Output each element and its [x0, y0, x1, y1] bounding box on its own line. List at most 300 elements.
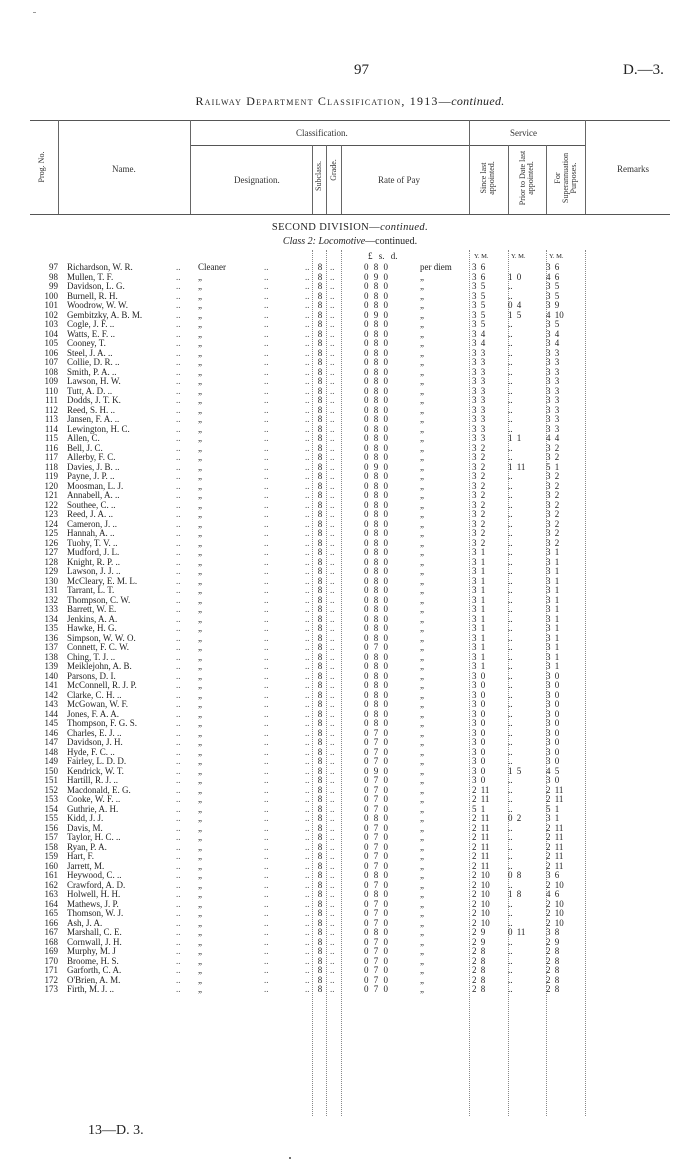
prog-no: 139 — [44, 661, 58, 671]
service-since-last: 2 8 — [472, 984, 486, 994]
service-superannuation: 3 3 — [546, 423, 560, 434]
leader-dots: .. — [305, 518, 310, 529]
prog-no: 150 — [44, 765, 58, 776]
designation: „ — [198, 661, 202, 671]
service-since-last: 2 10 — [472, 908, 490, 918]
employee-name: Southee, C. .. — [67, 499, 116, 510]
subclass: 8 — [317, 423, 323, 434]
leader-dots: .. — [176, 604, 181, 614]
leader-dots: .. — [330, 984, 335, 994]
service-prior: .. — [508, 547, 513, 557]
subclass: 8 — [317, 984, 323, 994]
leader-dots: .. — [305, 670, 310, 681]
col-divider — [312, 145, 313, 214]
pay-unit: „ — [420, 765, 424, 776]
designation: „ — [198, 737, 202, 747]
prog-no: 122 — [44, 499, 58, 510]
service-superannuation: 3 0 — [546, 699, 560, 709]
service-since-last: 3 2 — [472, 442, 486, 453]
leader-dots: .. — [305, 879, 310, 890]
prog-no: 152 — [44, 784, 58, 795]
service-prior: .. — [508, 518, 513, 529]
leader-dots: .. — [264, 737, 269, 747]
service-prior: .. — [508, 965, 513, 975]
service-superannuation: 3 2 — [546, 480, 560, 491]
rate-of-pay: 0 7 0 — [364, 898, 388, 909]
service-since-last: 2 10 — [472, 898, 490, 909]
service-prior: .. — [508, 917, 513, 928]
subclass: 8 — [317, 651, 323, 662]
leader-dots: .. — [305, 309, 310, 320]
leader-dots: .. — [330, 442, 335, 453]
pay-unit: „ — [420, 509, 424, 519]
page-number: 97 — [354, 62, 369, 78]
prog-no: 130 — [44, 575, 58, 586]
leader-dots: .. — [264, 708, 269, 719]
designation: „ — [198, 775, 202, 785]
service-since-last: 2 8 — [472, 974, 486, 985]
service-prior: .. — [508, 585, 513, 595]
employee-name: Lawson, H. W. — [67, 376, 121, 386]
subclass: 8 — [317, 661, 323, 671]
leader-dots: .. — [264, 423, 269, 434]
rate-of-pay: 0 8 0 — [364, 385, 388, 396]
subclass: 8 — [317, 860, 323, 871]
prog-no: 98 — [49, 271, 58, 282]
rate-of-pay: 0 9 0 — [364, 271, 388, 282]
leader-dots: .. — [305, 585, 310, 595]
table-row — [0, 814, 700, 824]
pay-unit: „ — [420, 898, 424, 909]
subclass: 8 — [317, 642, 323, 652]
service-superannuation: 3 1 — [546, 547, 560, 557]
service-since-last: 2 11 — [472, 794, 490, 804]
service-superannuation: 5 1 — [546, 461, 560, 472]
header-rate-of-pay: Rate of Pay — [378, 175, 420, 185]
prog-no: 132 — [44, 594, 58, 605]
service-since-last: 3 3 — [472, 433, 486, 443]
rate-of-pay: 0 8 0 — [364, 376, 388, 386]
subclass: 8 — [317, 404, 323, 415]
prog-no: 107 — [44, 357, 58, 367]
leader-dots: .. — [330, 946, 335, 956]
employee-name: Macdonald, E. G. — [67, 784, 131, 795]
service-prior: .. — [508, 490, 513, 500]
designation: „ — [198, 898, 202, 909]
subclass: 8 — [317, 946, 323, 956]
rate-of-pay: 0 8 0 — [364, 528, 388, 538]
rate-of-pay: 0 8 0 — [364, 661, 388, 671]
designation: „ — [198, 632, 202, 643]
designation: „ — [198, 813, 202, 823]
service-since-last: 3 4 — [472, 338, 486, 348]
prog-no: 149 — [44, 756, 58, 766]
designation: „ — [198, 699, 202, 709]
leader-dots: .. — [176, 499, 181, 510]
leader-dots: .. — [176, 366, 181, 377]
employee-name: Ching, T. J. .. — [67, 651, 116, 662]
prog-no: 164 — [44, 898, 58, 909]
designation: „ — [198, 300, 202, 310]
designation: „ — [198, 471, 202, 481]
leader-dots: .. — [305, 860, 310, 871]
leader-dots: .. — [330, 547, 335, 557]
service-superannuation: 3 1 — [546, 556, 560, 567]
designation: „ — [198, 566, 202, 576]
leader-dots: .. — [176, 927, 181, 937]
leader-dots: .. — [264, 670, 269, 681]
prog-no: 136 — [44, 632, 58, 643]
service-since-last: 2 8 — [472, 946, 486, 956]
service-since-last: 3 1 — [472, 556, 486, 567]
leader-dots: .. — [305, 262, 310, 272]
table-row — [0, 909, 700, 919]
leader-dots: .. — [305, 566, 310, 576]
employee-name: Guthrie, A. H. — [67, 803, 119, 814]
leader-dots: .. — [305, 965, 310, 975]
rate-of-pay: 0 8 0 — [364, 889, 388, 899]
subclass: 8 — [317, 433, 323, 443]
prog-no: 170 — [44, 955, 58, 966]
leader-dots: .. — [330, 670, 335, 681]
leader-dots: .. — [330, 471, 335, 481]
leader-dots: .. — [176, 537, 181, 548]
employee-name: Marshall, C. E. — [67, 927, 122, 937]
rate-of-pay: 0 8 0 — [364, 395, 388, 405]
leader-dots: .. — [264, 414, 269, 424]
employee-name: Tuohy, T. V. .. — [67, 537, 118, 548]
designation: „ — [198, 936, 202, 947]
employee-name: Hyde, F. C. .. — [67, 746, 115, 757]
prog-no: 119 — [44, 471, 58, 481]
leader-dots: .. — [305, 271, 310, 282]
service-prior: .. — [508, 366, 513, 377]
leader-dots: .. — [330, 708, 335, 719]
designation: „ — [198, 281, 202, 291]
rate-of-pay: 0 7 0 — [364, 784, 388, 795]
service-since-last: 3 0 — [472, 680, 486, 690]
leader-dots: .. — [330, 803, 335, 814]
employee-name: Allerby, F. C. — [67, 452, 116, 462]
service-since-last: 3 3 — [472, 395, 486, 405]
subclass: 8 — [317, 955, 323, 966]
leader-dots: .. — [305, 784, 310, 795]
prog-no: 144 — [44, 708, 58, 719]
pay-unit: „ — [420, 604, 424, 614]
leader-dots: .. — [330, 357, 335, 367]
pay-unit: „ — [420, 908, 424, 918]
rate-of-pay: 0 8 0 — [364, 480, 388, 491]
prog-no: 172 — [44, 974, 58, 985]
leader-dots: .. — [330, 661, 335, 671]
currency-units: £ s. d. — [368, 251, 398, 261]
leader-dots: .. — [176, 642, 181, 652]
leader-dots: .. — [305, 404, 310, 415]
service-superannuation: 3 1 — [546, 604, 560, 614]
designation: „ — [198, 955, 202, 966]
leader-dots: .. — [264, 281, 269, 291]
leader-dots: .. — [330, 955, 335, 966]
subclass: 8 — [317, 328, 323, 339]
service-prior: 1 8 — [508, 889, 522, 899]
pay-unit: „ — [420, 984, 424, 994]
designation: „ — [198, 509, 202, 519]
pay-unit: „ — [420, 300, 424, 310]
pay-unit: „ — [420, 556, 424, 567]
subclass: 8 — [317, 499, 323, 510]
leader-dots: .. — [330, 756, 335, 766]
service-superannuation: 4 6 — [546, 889, 560, 899]
rate-of-pay: 0 8 0 — [364, 670, 388, 681]
service-superannuation: 2 10 — [546, 908, 564, 918]
pay-unit: „ — [420, 404, 424, 415]
page-title: Railway Department Classification, 1913—continued. — [195, 94, 505, 108]
service-since-last: 3 3 — [472, 404, 486, 415]
subclass: 8 — [317, 613, 323, 624]
pay-unit: „ — [420, 385, 424, 396]
rate-of-pay: 0 8 0 — [364, 689, 388, 700]
leader-dots: .. — [305, 718, 310, 728]
service-superannuation: 4 6 — [546, 271, 560, 282]
prog-no: 117 — [44, 452, 58, 462]
designation: „ — [198, 585, 202, 595]
employee-name: Lawson, J. J. .. — [67, 566, 121, 576]
header-remarks: Remarks — [617, 164, 649, 174]
leader-dots: .. — [264, 851, 269, 861]
leader-dots: .. — [330, 889, 335, 899]
leader-dots: .. — [330, 737, 335, 747]
service-prior: .. — [508, 898, 513, 909]
designation: „ — [198, 803, 202, 814]
prog-no: 163 — [44, 889, 58, 899]
col-divider — [508, 145, 509, 214]
header-name: Name. — [112, 164, 136, 174]
prog-no: 109 — [44, 376, 58, 386]
leader-dots: .. — [176, 955, 181, 966]
subclass: 8 — [317, 822, 323, 833]
prog-no: 103 — [44, 319, 58, 329]
designation: „ — [198, 727, 202, 738]
prog-no: 112 — [44, 404, 58, 415]
leader-dots: .. — [176, 452, 181, 462]
table-row — [0, 852, 700, 862]
leader-dots: .. — [264, 841, 269, 852]
service-superannuation: 2 8 — [546, 965, 560, 975]
service-superannuation: 3 0 — [546, 775, 560, 785]
service-superannuation: 4 4 — [546, 433, 560, 443]
pay-unit: „ — [420, 452, 424, 462]
service-since-last: 3 0 — [472, 737, 486, 747]
prog-no: 126 — [44, 537, 58, 548]
service-superannuation: 2 11 — [546, 851, 564, 861]
prog-no: 138 — [44, 651, 58, 662]
subclass: 8 — [317, 319, 323, 329]
leader-dots: .. — [305, 927, 310, 937]
service-since-last: 3 1 — [472, 661, 486, 671]
leader-dots: .. — [264, 376, 269, 386]
designation: „ — [198, 376, 202, 386]
service-superannuation: 2 10 — [546, 898, 564, 909]
service-superannuation: 3 1 — [546, 613, 560, 624]
leader-dots: .. — [264, 955, 269, 966]
pay-unit: „ — [420, 813, 424, 823]
leader-dots: .. — [330, 784, 335, 795]
prog-no: 135 — [44, 623, 58, 633]
leader-dots: .. — [176, 442, 181, 453]
leader-dots: .. — [264, 860, 269, 871]
leader-dots: .. — [176, 832, 181, 842]
pay-unit: „ — [420, 851, 424, 861]
prog-no: 100 — [44, 290, 58, 301]
leader-dots: .. — [264, 585, 269, 595]
employee-name: Dodds, J. T. K. — [67, 395, 121, 405]
service-prior: .. — [508, 528, 513, 538]
service-since-last: 2 11 — [472, 860, 490, 871]
rate-of-pay: 0 8 0 — [364, 604, 388, 614]
employee-name: McCleary, E. M. L. — [67, 575, 138, 586]
designation: „ — [198, 889, 202, 899]
leader-dots: .. — [264, 680, 269, 690]
designation: „ — [198, 366, 202, 377]
service-since-last: 2 11 — [472, 784, 490, 795]
rate-of-pay: 0 7 0 — [364, 965, 388, 975]
leader-dots: .. — [264, 613, 269, 624]
pay-unit: „ — [420, 917, 424, 928]
leader-dots: .. — [176, 965, 181, 975]
service-prior: .. — [508, 784, 513, 795]
leader-dots: .. — [176, 651, 181, 662]
leader-dots: .. — [176, 851, 181, 861]
rate-of-pay: 0 8 0 — [364, 338, 388, 348]
pay-unit: „ — [420, 946, 424, 956]
rate-of-pay: 0 7 0 — [364, 974, 388, 985]
table-row — [0, 985, 700, 995]
service-since-last: 3 2 — [472, 537, 486, 548]
employee-name: Cogle, J. F. .. — [67, 319, 115, 329]
subclass: 8 — [317, 889, 323, 899]
leader-dots: .. — [330, 452, 335, 462]
service-prior: .. — [508, 851, 513, 861]
service-superannuation: 3 0 — [546, 708, 560, 719]
leader-dots: .. — [264, 699, 269, 709]
prog-no: 120 — [44, 480, 58, 491]
pay-unit: „ — [420, 775, 424, 785]
service-prior: .. — [508, 794, 513, 804]
designation: „ — [198, 395, 202, 405]
employee-name: Lewington, H. C. — [67, 423, 130, 434]
designation: „ — [198, 917, 202, 928]
service-superannuation: 3 1 — [546, 813, 560, 823]
leader-dots: .. — [176, 404, 181, 415]
service-superannuation: 3 1 — [546, 642, 560, 652]
service-superannuation: 3 3 — [546, 366, 560, 377]
rate-of-pay: 0 7 0 — [364, 851, 388, 861]
leader-dots: .. — [176, 794, 181, 804]
pay-unit: „ — [420, 870, 424, 880]
staff-table-body — [0, 263, 700, 995]
service-since-last: 3 2 — [472, 452, 486, 462]
pay-unit: „ — [420, 290, 424, 301]
service-prior: .. — [508, 936, 513, 947]
service-since-last: 3 2 — [472, 471, 486, 481]
pay-unit: „ — [420, 461, 424, 472]
service-prior: .. — [508, 699, 513, 709]
service-prior: 1 5 — [508, 309, 522, 320]
division-continued: continued. — [380, 222, 429, 233]
leader-dots: .. — [330, 718, 335, 728]
service-prior: .. — [508, 908, 513, 918]
employee-name: Barrett, W. E. — [67, 604, 117, 614]
leader-dots: .. — [305, 832, 310, 842]
leader-dots: .. — [264, 509, 269, 519]
leader-dots: .. — [176, 357, 181, 367]
leader-dots: .. — [264, 746, 269, 757]
service-prior: .. — [508, 775, 513, 785]
prog-no: 101 — [44, 300, 58, 310]
rate-of-pay: 0 7 0 — [364, 832, 388, 842]
rate-of-pay: 0 7 0 — [364, 908, 388, 918]
subclass: 8 — [317, 395, 323, 405]
service-superannuation: 3 9 — [546, 300, 560, 310]
leader-dots: .. — [176, 262, 181, 272]
leader-dots: .. — [176, 908, 181, 918]
pay-unit: „ — [420, 613, 424, 624]
employee-name: Reed, J. A. .. — [67, 509, 113, 519]
leader-dots: .. — [305, 461, 310, 472]
col-divider — [341, 145, 342, 214]
pay-unit: „ — [420, 955, 424, 966]
service-since-last: 3 5 — [472, 290, 486, 301]
leader-dots: .. — [176, 414, 181, 424]
leader-dots: .. — [176, 889, 181, 899]
employee-name: Ryan, P. A. — [67, 841, 107, 852]
leader-dots: .. — [305, 984, 310, 994]
leader-dots: .. — [330, 376, 335, 386]
subclass: 8 — [317, 556, 323, 567]
leader-dots: .. — [330, 537, 335, 548]
designation: „ — [198, 604, 202, 614]
employee-name: Connett, F. C. W. — [67, 642, 130, 652]
leader-dots: .. — [330, 746, 335, 757]
designation: „ — [198, 879, 202, 890]
leader-dots: .. — [264, 262, 269, 272]
subclass: 8 — [317, 357, 323, 367]
designation: „ — [198, 594, 202, 605]
prog-no: 106 — [44, 347, 58, 358]
rate-of-pay: 0 7 0 — [364, 917, 388, 928]
prog-no: 125 — [44, 528, 58, 538]
leader-dots: .. — [176, 746, 181, 757]
service-since-last: 3 0 — [472, 699, 486, 709]
leader-dots: .. — [305, 281, 310, 291]
rate-of-pay: 0 8 0 — [364, 452, 388, 462]
service-since-last: 3 5 — [472, 309, 486, 320]
rate-of-pay: 0 7 0 — [364, 727, 388, 738]
service-prior: .. — [508, 347, 513, 358]
subclass: 8 — [317, 832, 323, 842]
service-prior: .. — [508, 537, 513, 548]
leader-dots: .. — [330, 794, 335, 804]
service-superannuation: 3 5 — [546, 319, 560, 329]
leader-dots: .. — [330, 860, 335, 871]
leader-dots: .. — [176, 822, 181, 833]
employee-name: Davidson, J. H. — [67, 737, 123, 747]
subclass: 8 — [317, 585, 323, 595]
header-service: Service — [510, 128, 537, 138]
service-since-last: 5 1 — [472, 803, 486, 814]
leader-dots: .. — [330, 404, 335, 415]
pay-unit: „ — [420, 338, 424, 348]
